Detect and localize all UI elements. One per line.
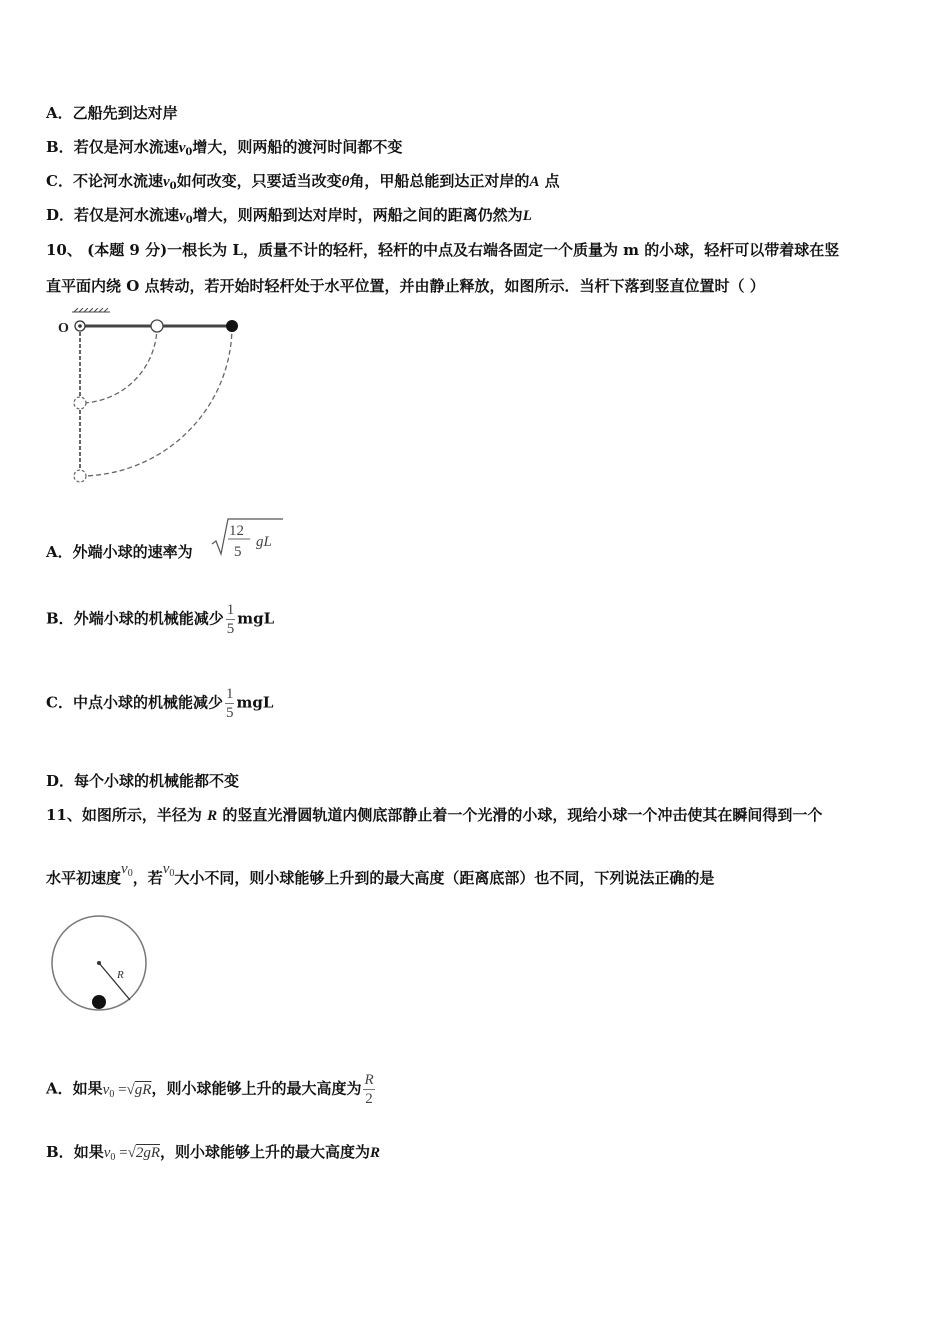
stem-text: ，若: [132, 869, 163, 887]
option-text: 外端小球的速率为: [72, 543, 193, 561]
v-symbol: v: [162, 861, 170, 877]
expression-tail: mgL: [236, 693, 274, 712]
end-ball-arc: [80, 326, 232, 476]
q9-option-c: [46, 171, 560, 197]
radicand: 2gR: [135, 1145, 160, 1161]
v-symbol: v: [121, 861, 128, 877]
option-text: 如果: [72, 1079, 103, 1098]
stem-text: 水平初速度: [46, 869, 122, 887]
v0-symbol: [163, 861, 175, 877]
v-subscript: 0: [169, 868, 175, 879]
option-text: 点: [539, 172, 560, 190]
option-text: ，则小球能够上升的最大高度为: [160, 1143, 371, 1161]
fraction: [363, 1071, 374, 1108]
option-label: B．: [46, 1143, 74, 1161]
option-label: D．: [46, 772, 75, 790]
q10-option-d: [46, 771, 239, 791]
fraction: [225, 685, 235, 722]
option-text: 不论河水流速: [72, 172, 163, 190]
v-symbol: v: [178, 140, 186, 156]
fraction-denominator: 5: [225, 705, 234, 721]
fraction-numerator: 12: [229, 523, 244, 539]
v0-symbol: [121, 861, 133, 877]
option-text: 增大，则两船到达对岸时，两船之间的距离仍然为: [192, 206, 523, 224]
q10-stem-line1: 10、 (本题 9 分)一根长为 L，质量不计的轻杆，轻杆的中点及右端各固定一个质量为 m 的小球，轻杆可以带着球在竖: [46, 241, 840, 259]
q10-option-b: [46, 601, 274, 638]
option-text: ，则小球能够上升的最大高度为: [151, 1079, 362, 1098]
option-label: A．: [46, 1079, 73, 1098]
option-text: 若仅是河水流速: [73, 138, 179, 156]
radius-line: [99, 963, 130, 1000]
theta-symbol: θ: [341, 174, 350, 190]
fraction-numerator: 1: [226, 602, 235, 618]
option-text: 如何改变，只要适当改变: [176, 172, 342, 190]
length-l: L: [522, 208, 532, 224]
v-subscript: 0: [185, 215, 193, 226]
v-subscript: 0: [127, 868, 133, 879]
fraction-denominator: 2: [365, 1091, 373, 1107]
option-text: 每个小球的机械能都不变: [74, 772, 240, 790]
q9-option-a: [46, 103, 178, 123]
v-subscript: 0: [109, 1088, 115, 1100]
option-text: 中点小球的机械能减少: [72, 693, 223, 712]
stem-text: 大小不同，则小球能够上升到的最大高度（距离底部）也不同，下列说法正确的是: [174, 869, 715, 887]
option-text: 乙船先到达对岸: [72, 104, 178, 122]
option-text: 如果: [73, 1143, 104, 1161]
pivot-dot: [78, 324, 82, 328]
expression-tail: mgL: [237, 609, 275, 628]
option-text: 若仅是河水流速: [74, 206, 180, 224]
v-subscript: 0: [169, 181, 177, 192]
radius-label: R: [117, 969, 124, 981]
q11-stem-line1: [46, 805, 822, 826]
circular-track-figure: [48, 914, 152, 1014]
point-a: A: [529, 174, 540, 190]
option-label: C．: [46, 172, 73, 190]
q9-option-b: [46, 137, 402, 163]
fraction-denominator: 5: [234, 544, 242, 560]
option-text: 角，甲船总能到达正对岸的: [349, 172, 530, 190]
option-label: B．: [46, 138, 74, 156]
q11-option-a: [46, 1071, 377, 1108]
v-symbol: v: [102, 1081, 110, 1098]
v-symbol: v: [162, 174, 170, 190]
middle-ball-final: [74, 397, 86, 409]
q11-stem-line2: [46, 861, 715, 894]
radicand: gR: [134, 1081, 152, 1098]
stem-text: 11、如图所示，半径为: [46, 806, 208, 824]
sqrt-tail: gL: [256, 534, 272, 550]
radius-symbol: R: [207, 808, 218, 824]
option-label: B．: [46, 609, 74, 628]
q10-stem-line2: 直平面内绕 O 点转动，若开始时轻杆处于水平位置，并由静止释放，如图所示．当杆下落到竖直位置时（ ）: [46, 277, 765, 295]
option-label: C．: [46, 693, 73, 712]
q9-option-d: [46, 205, 532, 231]
rod-figure: [44, 308, 244, 490]
fraction-numerator: 1: [225, 686, 234, 702]
option-label: A．: [46, 543, 73, 561]
fraction: [226, 601, 236, 638]
stem-text: 的竖直光滑圆轨道内侧底部静止着一个光滑的小球，现给小球一个冲击使其在瞬间得到一个: [217, 806, 823, 824]
fraction-numerator: R: [364, 1072, 374, 1088]
end-ball-final: [74, 470, 86, 482]
option-label: D．: [46, 206, 75, 224]
q11-option-b: [46, 1142, 380, 1168]
v-symbol: v: [179, 208, 186, 224]
ceiling-hatch: [72, 308, 110, 312]
middle-ball: [151, 320, 163, 332]
small-ball: [92, 995, 106, 1009]
sqrt-expression: [209, 514, 289, 560]
q10-option-a: [46, 542, 193, 562]
radius-symbol: R: [370, 1145, 381, 1161]
option-text: 外端小球的机械能减少: [73, 609, 224, 628]
equals-sqrt: =√: [118, 1081, 135, 1098]
option-text: 增大，则两船的渡河时间都不变: [192, 138, 403, 156]
v0-equation: [103, 1082, 152, 1098]
v-symbol: v: [103, 1145, 111, 1161]
v-subscript: 0: [185, 147, 193, 158]
v-subscript: 0: [110, 1152, 116, 1163]
middle-ball-arc: [80, 326, 157, 403]
fraction-denominator: 5: [226, 621, 235, 637]
q10-option-c: [46, 685, 273, 722]
pivot-label: O: [58, 321, 69, 336]
end-ball: [226, 320, 238, 332]
equals-sqrt: =√: [119, 1145, 136, 1161]
v0-equation: [104, 1145, 160, 1161]
option-label: A．: [46, 104, 73, 122]
